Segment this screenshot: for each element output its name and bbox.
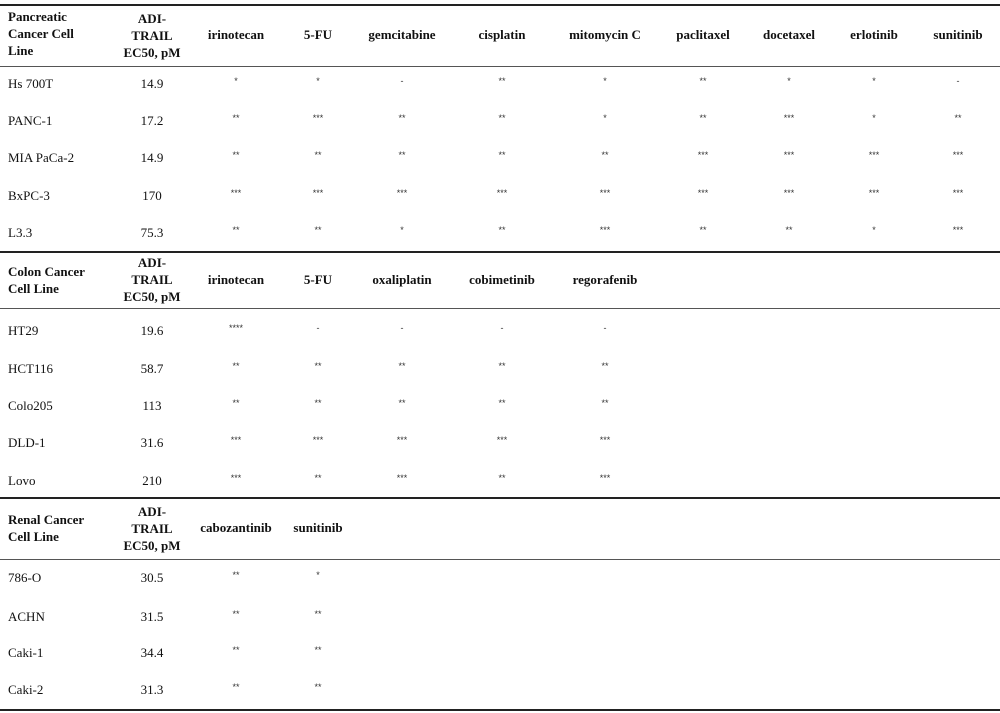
significance-mark: ***	[599, 225, 611, 235]
significance-mark: ***	[599, 473, 611, 483]
cell-line-name: DLD-1	[8, 435, 46, 450]
cell-line-name: BxPC-3	[8, 188, 50, 203]
significance-mark: **	[232, 682, 240, 692]
significance-mark: -	[400, 323, 404, 333]
significance-mark: ***	[396, 435, 408, 445]
significance-mark: ***	[230, 435, 242, 445]
cell-line-header: Colon Cancer	[8, 264, 85, 279]
significance-mark: ***	[868, 188, 880, 198]
cell-line-header: Cell Line	[8, 281, 59, 296]
cell-line-name: 786-O	[8, 570, 42, 585]
ec50-header: TRAIL	[131, 28, 173, 43]
significance-mark: *	[872, 225, 876, 235]
significance-mark: ***	[697, 188, 709, 198]
significance-mark: **	[232, 113, 240, 123]
significance-mark: ***	[312, 113, 324, 123]
significance-mark: ***	[952, 188, 964, 198]
ec50-value: 30.5	[140, 570, 164, 585]
cell-line-name: Colo205	[8, 398, 53, 413]
significance-mark: **	[232, 225, 240, 235]
cell-line-header: Cell Line	[8, 529, 59, 544]
significance-mark: **	[398, 150, 406, 160]
drug-header: gemcitabine	[368, 27, 436, 42]
cell-line-name: L3.3	[8, 225, 33, 240]
significance-mark: ***	[599, 435, 611, 445]
section-bottom-rule	[0, 251, 1000, 253]
significance-mark: **	[232, 570, 240, 580]
significance-mark: -	[500, 323, 504, 333]
ec50-header: ADI-	[137, 504, 167, 519]
significance-mark: ***	[496, 188, 508, 198]
significance-mark: ***	[952, 150, 964, 160]
significance-mark: **	[232, 609, 240, 619]
header-separator	[0, 308, 1000, 309]
section-bottom-rule	[0, 709, 1000, 711]
significance-mark: **	[314, 473, 322, 483]
cell-line-name: HT29	[8, 323, 39, 338]
significance-mark: **	[498, 76, 506, 86]
cell-line-name: ACHN	[8, 609, 45, 624]
significance-mark: ***	[952, 225, 964, 235]
drug-header: erlotinib	[850, 27, 898, 42]
significance-mark: **	[314, 225, 322, 235]
drug-header: oxaliplatin	[372, 272, 432, 287]
drug-header: 5-FU	[303, 272, 333, 287]
drug-header: 5-FU	[303, 27, 333, 42]
cell-line-header: Cancer Cell	[8, 26, 74, 41]
significance-mark: **	[498, 113, 506, 123]
significance-mark: ***	[599, 188, 611, 198]
significance-mark: *	[603, 113, 607, 123]
drug-header: sunitinib	[293, 520, 343, 535]
drug-header: paclitaxel	[676, 27, 730, 42]
ec50-value: 113	[142, 398, 162, 413]
ec50-header: EC50, pM	[123, 538, 181, 553]
ec50-value: 14.9	[140, 76, 164, 91]
significance-mark: **	[314, 361, 322, 371]
cell-line-name: Lovo	[8, 473, 36, 488]
significance-mark: **	[498, 150, 506, 160]
significance-mark: *	[400, 225, 404, 235]
ec50-value: 34.4	[140, 645, 164, 660]
significance-mark: -	[603, 323, 607, 333]
significance-mark: **	[954, 113, 962, 123]
significance-mark: **	[498, 361, 506, 371]
significance-mark: -	[316, 323, 320, 333]
significance-mark: ***	[783, 188, 795, 198]
ec50-value: 75.3	[140, 225, 164, 240]
drug-header: docetaxel	[763, 27, 815, 42]
ec50-header: EC50, pM	[123, 289, 181, 304]
ec50-header: TRAIL	[131, 272, 173, 287]
significance-mark: **	[314, 609, 322, 619]
significance-mark: **	[314, 398, 322, 408]
drug-header: cabozantinib	[200, 520, 272, 535]
significance-mark: ***	[230, 188, 242, 198]
ec50-value: 31.5	[140, 609, 164, 624]
significance-mark: ***	[312, 188, 324, 198]
significance-mark: **	[232, 645, 240, 655]
cell-line-name: MIA PaCa-2	[8, 150, 75, 165]
significance-mark: ***	[697, 150, 709, 160]
significance-mark: **	[232, 361, 240, 371]
ec50-value: 17.2	[140, 113, 164, 128]
ec50-value: 31.3	[140, 682, 164, 697]
ec50-header: ADI-	[137, 255, 167, 270]
significance-mark: **	[699, 113, 707, 123]
section-bottom-rule	[0, 497, 1000, 499]
header-separator	[0, 559, 1000, 560]
drug-header: mitomycin C	[569, 27, 641, 42]
cell-line-name: Hs 700T	[8, 76, 54, 91]
cell-line-name: HCT116	[8, 361, 54, 376]
ec50-value: 14.9	[140, 150, 164, 165]
significance-mark: **	[398, 361, 406, 371]
drug-header: cobimetinib	[469, 272, 535, 287]
significance-mark: ***	[396, 188, 408, 198]
cell-line-name: Caki-1	[8, 645, 44, 660]
significance-mark: **	[314, 645, 322, 655]
significance-mark: *	[787, 76, 791, 86]
ec50-value: 19.6	[140, 323, 164, 338]
significance-mark: ****	[228, 323, 244, 333]
ec50-value: 170	[142, 188, 162, 203]
significance-mark: **	[398, 398, 406, 408]
significance-mark: -	[400, 76, 404, 86]
ec50-value: 210	[142, 473, 162, 488]
significance-mark: *	[872, 113, 876, 123]
cell-line-header: Pancreatic	[8, 9, 67, 24]
significance-mark: **	[314, 150, 322, 160]
significance-mark: **	[601, 150, 609, 160]
significance-mark: *	[316, 570, 320, 580]
ec50-header: ADI-	[137, 11, 167, 26]
ec50-header: TRAIL	[131, 521, 173, 536]
cell-line-header: Line	[8, 43, 34, 58]
significance-mark: **	[232, 150, 240, 160]
ec50-value: 31.6	[140, 435, 164, 450]
significance-mark: **	[498, 398, 506, 408]
ec50-header: EC50, pM	[123, 45, 181, 60]
drug-header: irinotecan	[207, 272, 265, 287]
cell-line-name: Caki-2	[8, 682, 44, 697]
significance-mark: ***	[396, 473, 408, 483]
significance-mark: -	[956, 76, 960, 86]
significance-mark: *	[234, 76, 238, 86]
ec50-value: 58.7	[140, 361, 164, 376]
significance-mark: **	[498, 225, 506, 235]
significance-mark: **	[699, 76, 707, 86]
significance-mark: *	[316, 76, 320, 86]
significance-mark: **	[601, 398, 609, 408]
significance-mark: ***	[496, 435, 508, 445]
drug-header: irinotecan	[207, 27, 265, 42]
significance-mark: **	[398, 113, 406, 123]
significance-mark: ***	[783, 113, 795, 123]
significance-mark: **	[232, 398, 240, 408]
significance-mark: **	[601, 361, 609, 371]
significance-mark: **	[314, 682, 322, 692]
significance-mark: ***	[868, 150, 880, 160]
significance-mark: **	[785, 225, 793, 235]
drug-header: regorafenib	[572, 272, 638, 287]
table-top-rule	[0, 4, 1000, 6]
significance-mark: *	[603, 76, 607, 86]
drug-header: cisplatin	[478, 27, 526, 42]
significance-mark: **	[699, 225, 707, 235]
significance-mark: ***	[783, 150, 795, 160]
cell-line-name: PANC-1	[8, 113, 53, 128]
significance-mark: ***	[312, 435, 324, 445]
significance-mark: ***	[230, 473, 242, 483]
drug-header: sunitinib	[933, 27, 983, 42]
header-separator	[0, 66, 1000, 67]
significance-mark: **	[498, 473, 506, 483]
cell-line-header: Renal Cancer	[8, 512, 85, 527]
significance-mark: *	[872, 76, 876, 86]
